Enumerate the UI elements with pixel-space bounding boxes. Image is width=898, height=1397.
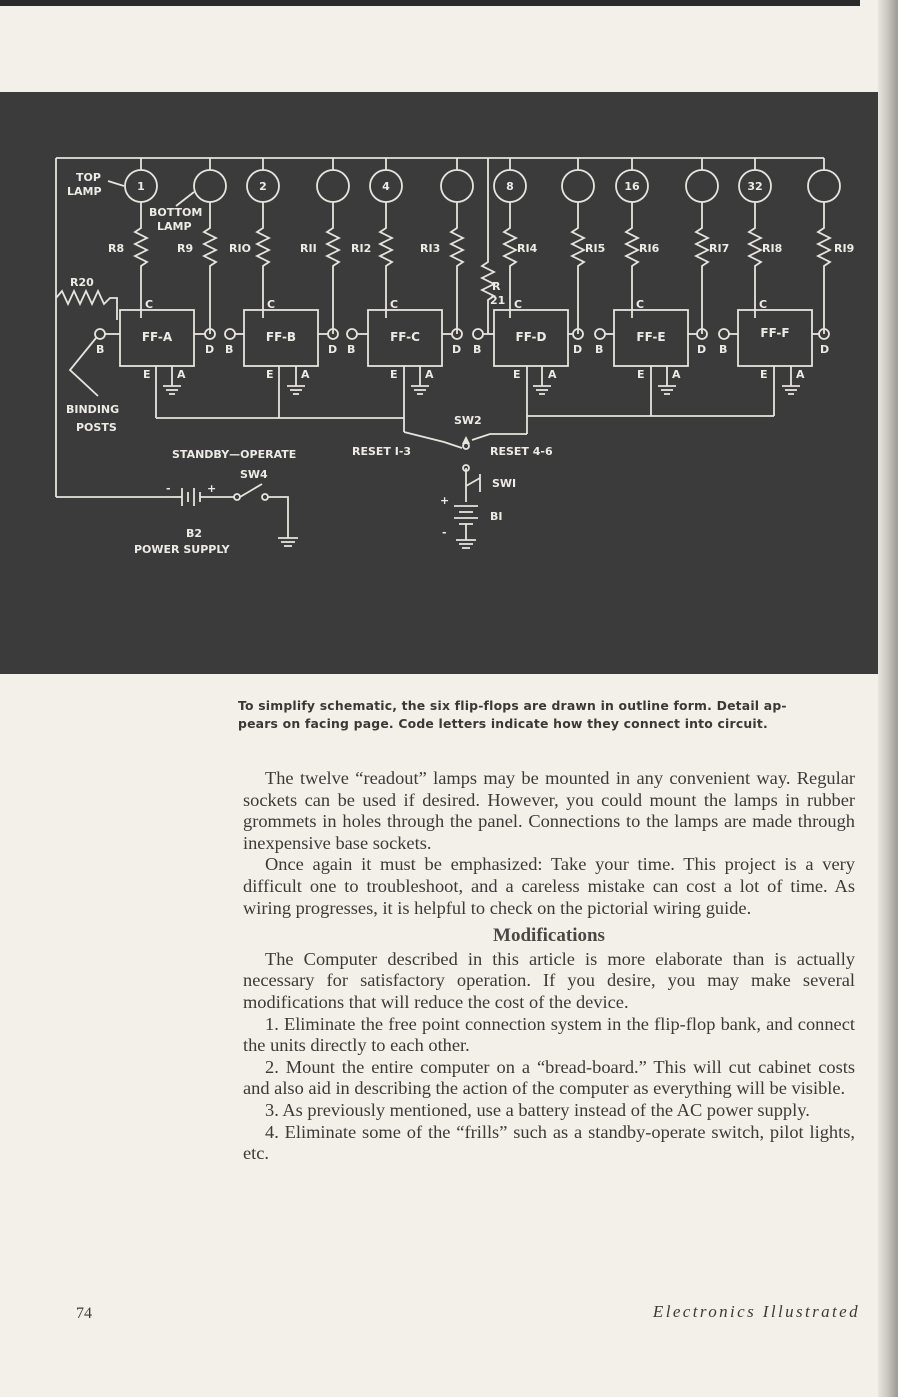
lamp-bottom-6: [808, 158, 840, 202]
resistor-label: RI8: [762, 242, 783, 255]
terminal-a-label: A: [672, 368, 681, 381]
flipflop-label: FF-C: [390, 330, 420, 344]
b1-label: BI: [490, 510, 503, 523]
lamp-label: 4: [382, 180, 390, 193]
resistor-label: RI5: [585, 242, 606, 255]
resistor-r12: [351, 202, 392, 318]
power-supply-label: POWER SUPPLY: [134, 543, 230, 556]
binding-posts-pointer: [70, 338, 98, 396]
top-lamp-label: LAMP: [67, 185, 102, 198]
terminal-e-label: E: [266, 368, 274, 381]
paragraph: Once again it must be emphasized: Take your time. This project is a very difficult one to troubleshoot, and a careless mistake can cost a lot of time. As wiring progresses, it is helpful to check on the pictorial wiring guide.: [243, 854, 855, 918]
terminal-d-label: D: [820, 343, 830, 356]
standby-operate-label: STANDBY—OPERATE: [172, 448, 297, 461]
resistor-r15: [572, 202, 605, 334]
lamp-bottom-4: [562, 158, 594, 202]
sw2-label: SW2: [454, 414, 482, 427]
b2-minus-label: -: [166, 482, 171, 495]
terminal-e-label: E: [760, 368, 768, 381]
list-item: 4. Eliminate some of the “frills” such as a standby-operate switch, pilot lights, etc.: [243, 1121, 855, 1164]
flipflop-ff-a: [120, 310, 194, 366]
resistor-r20: [56, 276, 117, 320]
flipflop-label: FF-A: [141, 330, 173, 344]
flipflop-label: FF-B: [265, 330, 297, 344]
flipflop-ff-c: [368, 310, 442, 366]
lamp-bottom-5: [686, 158, 718, 202]
lamp-16: [616, 158, 648, 202]
ff-b-e-a-terminals: [266, 366, 310, 418]
terminal-a-label: A: [177, 368, 186, 381]
terminal-b-label: B: [225, 343, 234, 356]
terminal-a-label: A: [796, 368, 805, 381]
binding-posts-label: POSTS: [76, 421, 117, 434]
resistor-label: R20: [70, 276, 94, 289]
caption-line: To simplify schematic, the six flip-flops are drawn in outline form. Detail ap-: [238, 698, 787, 713]
lamp-label: 32: [747, 180, 763, 193]
caption-line: pears on facing page. Code letters indicate how they connect into circuit.: [238, 716, 768, 731]
resistor-label: R9: [177, 242, 194, 255]
terminal-e-label: E: [637, 368, 645, 381]
battery-b2: [166, 482, 234, 540]
flipflop-ff-e: [614, 310, 688, 366]
lamp-label: 1: [137, 180, 145, 193]
bottom-lamp-label: BOTTOM: [149, 206, 203, 219]
lamp-4: [370, 158, 402, 202]
lamp-bottom-3: [441, 158, 473, 202]
binding-posts-label: BINDING: [66, 403, 120, 416]
resistor-label: RI3: [420, 242, 441, 255]
lamp-label: 2: [259, 180, 267, 193]
b2-label: B2: [186, 527, 203, 540]
lamp-bottom-2: [317, 158, 349, 202]
switch-sw1: [466, 474, 516, 502]
resistor-label: RI7: [709, 242, 730, 255]
page-binding-edge: [878, 0, 898, 1397]
lamp-32: [739, 158, 771, 202]
lamp-2: [247, 158, 279, 202]
flipflop-label: FF-E: [636, 330, 666, 344]
bottom-lamp-label: LAMP: [157, 220, 192, 233]
resistor-label: RI6: [639, 242, 660, 255]
figure-caption: [238, 697, 854, 733]
terminal-b-label: B: [595, 343, 604, 356]
page-number: 74: [76, 1305, 92, 1322]
lamp-bottom-1: [194, 158, 226, 202]
reset-1-3-label: RESET I-3: [352, 445, 412, 458]
ff-f-e-a-terminals: [760, 366, 805, 416]
top-lamp-pointer: [108, 181, 124, 186]
terminal-c-label: C: [514, 298, 523, 311]
lamp-1: [125, 158, 157, 202]
terminal-c-label: C: [390, 298, 399, 311]
resistor-label: RII: [300, 242, 317, 255]
resistor-label: R: [492, 280, 501, 293]
resistor-label: RI4: [517, 242, 538, 255]
list-item: 1. Eliminate the free point connection system in the flip-flop bank, and connect the units directly to each other.: [243, 1013, 855, 1056]
lamp-label: 8: [506, 180, 514, 193]
resistor-r10: [229, 202, 269, 318]
resistor-r11: [300, 202, 339, 334]
top-lamp-label: TOP: [76, 171, 101, 184]
terminal-e-label: E: [390, 368, 398, 381]
terminal-a-label: A: [548, 368, 557, 381]
resistor-label: RI9: [834, 242, 855, 255]
bottom-lamp-pointer: [176, 192, 194, 206]
sw1-label: SWI: [492, 477, 517, 490]
schematic-figure: [0, 92, 878, 674]
section-heading: Modifications: [493, 925, 605, 947]
terminal-b-label: B: [347, 343, 356, 356]
ff-a-e-a-terminals: [143, 366, 186, 418]
b1-plus-label: +: [440, 494, 450, 507]
terminal-a-label: A: [425, 368, 434, 381]
lamp-8: [494, 158, 526, 202]
resistor-label: RI2: [351, 242, 372, 255]
list-item: 2. Mount the entire computer on a “bread-board.” This will cut cabinet costs and also aid in describing the action of the computer as everything will be visible.: [243, 1056, 855, 1099]
ff-d-e-a-terminals: [513, 366, 557, 434]
flipflop-ff-b: [244, 310, 318, 366]
terminal-a-label: A: [301, 368, 310, 381]
flipflop-label: FF-D: [515, 330, 547, 344]
sw4-label: SW4: [240, 468, 268, 481]
terminal-e-label: E: [513, 368, 521, 381]
ff-e-e-a-terminals: [637, 366, 681, 416]
terminal-c-label: C: [636, 298, 645, 311]
lamp-label: 16: [624, 180, 640, 193]
circuit-diagram: [0, 92, 878, 674]
resistor-label: R8: [108, 242, 125, 255]
reset-4-6-lead: [472, 434, 527, 440]
flipflop-ff-f: [738, 310, 812, 366]
terminal-d-label: D: [205, 343, 215, 356]
resistor-r8: [108, 202, 147, 318]
switch-sw2: [454, 414, 482, 486]
switch-sw4: [234, 468, 298, 546]
article-body: [243, 768, 855, 1165]
reset-4-6-label: RESET 4-6: [490, 445, 553, 458]
terminal-d-label: D: [697, 343, 707, 356]
resistor-label: RIO: [229, 242, 251, 255]
terminal-d-label: D: [573, 343, 583, 356]
terminal-b-label: B: [473, 343, 482, 356]
terminal-b-label: B: [96, 343, 105, 356]
flipflop-label: FF-F: [760, 326, 790, 340]
reset-1-3-lead: [404, 432, 462, 448]
paragraph: The Computer described in this article is more elaborate than is actually necessary for satisfactory operation. If you desire, you may make several modifications that will reduce the cost of the device.: [243, 948, 855, 1012]
battery-b1: [440, 494, 502, 548]
flipflop-ff-d: [494, 310, 568, 366]
binding-post-connectors: [95, 329, 829, 339]
resistor-label: 21: [490, 294, 506, 307]
resistor-r17: [696, 202, 729, 334]
terminal-e-label: E: [143, 368, 151, 381]
b1-minus-label: -: [442, 526, 447, 539]
terminal-b-label: B: [719, 343, 728, 356]
terminal-d-label: D: [328, 343, 338, 356]
resistor-r19: [818, 202, 854, 334]
paragraph: The twelve “readout” lamps may be mounted in any convenient way. Regular sockets can be used if desired. However, you could mount the lamps in rubber grommets in holes through the panel. Connections to the lamps are made through inexpensive base sockets.: [243, 768, 855, 853]
ff-c-e-a-terminals: [390, 366, 434, 432]
publication-name: Electronics Illustrated: [652, 1302, 860, 1321]
list-item: 3. As previously mentioned, use a battery instead of the AC power supply.: [265, 1099, 810, 1120]
terminal-d-label: D: [452, 343, 462, 356]
terminal-c-label: C: [267, 298, 276, 311]
b2-plus-label: +: [207, 482, 217, 495]
top-rule: [0, 0, 860, 6]
terminal-c-label: C: [759, 298, 768, 311]
terminal-c-label: C: [145, 298, 154, 311]
